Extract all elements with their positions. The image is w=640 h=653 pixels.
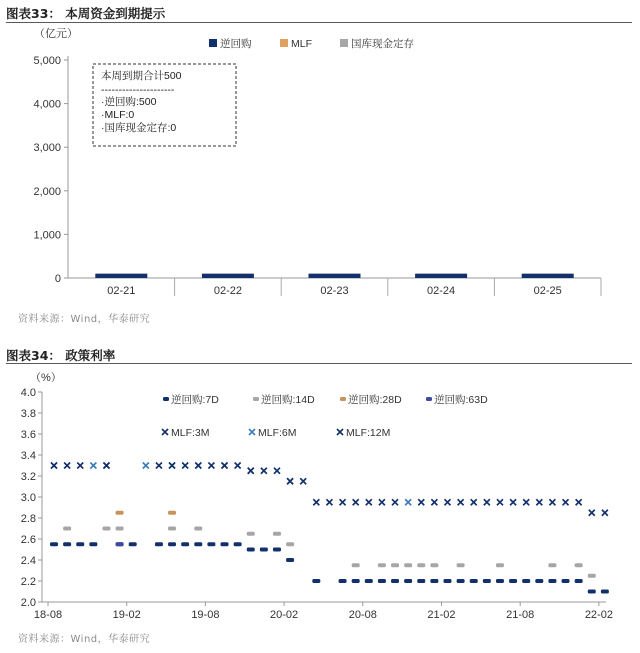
point-MLF:12M [182, 463, 188, 469]
point-逆回购:14D [496, 563, 504, 567]
point-MLF:12M [51, 463, 57, 469]
point-逆回购:28D [116, 511, 124, 515]
point-MLF:12M [392, 499, 398, 505]
point-MLF:12M [523, 499, 529, 505]
point-逆回购:7D [247, 548, 255, 552]
point-MLF:12M [77, 463, 83, 469]
x-tick-label: 02-23 [320, 285, 349, 297]
point-逆回购:14D [273, 532, 281, 536]
point-MLF:12M [484, 499, 490, 505]
point-MLF:6M [143, 463, 149, 469]
y-tick-label: 3.8 [20, 408, 36, 420]
point-MLF:12M [340, 499, 346, 505]
point-MLF:12M [208, 463, 214, 469]
point-逆回购:7D [339, 579, 347, 583]
point-逆回购:14D [352, 563, 360, 567]
point-逆回购:7D [378, 579, 386, 583]
point-逆回购:7D [404, 579, 412, 583]
point-逆回购:7D [63, 542, 71, 546]
legend-label: MLF:3M [171, 427, 210, 439]
point-逆回购:14D [247, 532, 255, 536]
point-逆回购:7D [207, 542, 215, 546]
point-逆回购:7D [575, 579, 583, 583]
y-tick-label: 2.6 [20, 534, 36, 546]
point-逆回购:7D [417, 579, 425, 583]
x-tick-label: 02-24 [427, 285, 456, 297]
x-tick-label: 02-21 [107, 285, 136, 297]
legend-label: 逆回购:28D [348, 394, 402, 406]
y-axis-unit-label: （亿元） [34, 28, 78, 40]
x-tick-label: 20-02 [270, 609, 299, 621]
point-逆回购:7D [588, 590, 596, 594]
point-MLF:12M [287, 478, 293, 484]
legend-label: 国库现金定存 [351, 38, 414, 50]
point-MLF:12M [576, 499, 582, 505]
point-MLF:12M [353, 499, 359, 505]
point-逆回购:14D [457, 563, 465, 567]
point-MLF:12M [431, 499, 437, 505]
y-tick-label: 0 [54, 273, 61, 285]
maturity-note-line: ·国库现金定存:0 [101, 122, 177, 134]
y-tick-label: 2.2 [20, 576, 36, 588]
y-tick-label: 3.4 [20, 450, 36, 462]
point-逆回购:7D [181, 542, 189, 546]
x-tick-label: 02-22 [213, 285, 242, 297]
point-逆回购:7D [273, 548, 281, 552]
bar-逆回购 [202, 274, 254, 278]
point-MLF:12M [444, 499, 450, 505]
point-MLF:12M [366, 499, 372, 505]
policy-rate-chart [0, 365, 640, 623]
point-逆回购:7D [443, 579, 451, 583]
point-逆回购:7D [470, 579, 478, 583]
legend-label: 逆回购:14D [261, 394, 315, 406]
point-逆回购:7D [260, 548, 268, 552]
x-tick-label: 20-08 [348, 609, 377, 621]
point-逆回购:28D [168, 511, 176, 515]
legend-label: MLF:6M [258, 427, 297, 439]
point-逆回购:7D [535, 579, 543, 583]
point-逆回购:14D [63, 527, 71, 531]
point-MLF:12M [458, 499, 464, 505]
point-MLF:12M [589, 510, 595, 516]
point-逆回购:7D [601, 590, 609, 594]
point-MLF:12M [300, 478, 306, 484]
point-逆回购:7D [312, 579, 320, 583]
point-逆回购:7D [168, 542, 176, 546]
point-逆回购:7D [562, 579, 570, 583]
x-tick-label: 21-08 [506, 609, 535, 621]
legend-marker [253, 397, 259, 401]
point-MLF:12M [497, 499, 503, 505]
maturity-note-line: ·MLF:0 [101, 109, 135, 121]
legend-marker [426, 397, 432, 401]
x-tick-label: 19-02 [112, 609, 141, 621]
legend-label: MLF:12M [346, 427, 391, 439]
y-tick-label: 3.6 [20, 429, 36, 441]
point-逆回购:7D [129, 542, 137, 546]
point-逆回购:7D [548, 579, 556, 583]
point-逆回购:7D [194, 542, 202, 546]
point-逆回购:14D [417, 563, 425, 567]
point-逆回购:14D [404, 563, 412, 567]
point-MLF:12M [313, 499, 319, 505]
y-tick-label: 4,000 [33, 98, 61, 111]
point-MLF:12M [379, 499, 385, 505]
point-逆回购:7D [365, 579, 373, 583]
x-tick-label: 19-08 [191, 609, 220, 621]
point-MLF:6M [405, 499, 411, 505]
point-逆回购:7D [76, 542, 84, 546]
point-逆回购:7D [496, 579, 504, 583]
point-逆回购:14D [286, 542, 294, 546]
point-逆回购:14D [102, 527, 110, 531]
legend-label: MLF [291, 38, 312, 50]
y-tick-label: 3.2 [20, 471, 36, 483]
figure34-title: 图表34： 政策利率 [6, 348, 116, 363]
point-逆回购:14D [168, 527, 176, 531]
point-逆回购:14D [391, 563, 399, 567]
point-MLF:12M [549, 499, 555, 505]
legend-marker [337, 429, 343, 435]
figure33-title: 图表33： 本周资金到期提示 [6, 6, 166, 21]
point-MLF:12M [563, 499, 569, 505]
point-逆回购:7D [391, 579, 399, 583]
y-tick-label: 4.0 [20, 387, 36, 399]
x-tick-label: 22-02 [584, 609, 613, 621]
point-逆回购:14D [588, 574, 596, 578]
point-MLF:12M [602, 510, 608, 516]
y-tick-label: 2.4 [20, 555, 36, 567]
point-MLF:12M [156, 463, 162, 469]
point-逆回购:14D [116, 527, 124, 531]
point-逆回购:7D [457, 579, 465, 583]
legend-marker [340, 397, 346, 401]
point-MLF:12M [418, 499, 424, 505]
maturity-note-line: --------------------- [101, 84, 175, 96]
point-逆回购:14D [548, 563, 556, 567]
legend-label: 逆回购 [220, 38, 252, 50]
point-MLF:12M [103, 463, 109, 469]
point-逆回购:7D [50, 542, 58, 546]
point-逆回购:7D [352, 579, 360, 583]
x-tick-label: 21-02 [427, 609, 456, 621]
point-逆回购:7D [430, 579, 438, 583]
reserve-maturity-chart [0, 24, 640, 309]
y-tick-label: 2.0 [20, 597, 36, 609]
point-逆回购:7D [286, 558, 294, 562]
point-MLF:12M [222, 463, 228, 469]
x-tick-label: 18-08 [33, 609, 63, 621]
legend-label: 逆回购:63D [434, 394, 488, 406]
legend-swatch [209, 39, 217, 47]
y-tick-label: 1,000 [33, 229, 61, 242]
point-逆回购:63D [116, 542, 124, 546]
legend-marker [249, 429, 255, 435]
point-逆回购:14D [575, 563, 583, 567]
y-tick-label: 3.0 [20, 492, 36, 504]
point-MLF:12M [471, 499, 477, 505]
legend-marker [162, 429, 168, 435]
point-MLF:12M [261, 468, 267, 474]
point-MLF:12M [248, 468, 254, 474]
y-tick-label: 5,000 [33, 55, 61, 67]
bar-逆回购 [415, 274, 467, 278]
point-MLF:12M [169, 463, 175, 469]
y-tick-label: 2,000 [33, 185, 61, 198]
point-MLF:12M [536, 499, 542, 505]
point-逆回购:14D [194, 527, 202, 531]
bar-逆回购 [309, 274, 361, 278]
point-逆回购:7D [155, 542, 163, 546]
point-MLF:12M [195, 463, 201, 469]
point-MLF:12M [326, 499, 332, 505]
point-逆回购:7D [234, 542, 242, 546]
point-MLF:12M [64, 463, 70, 469]
point-MLF:12M [510, 499, 516, 505]
point-MLF:6M [90, 463, 96, 469]
legend-swatch [280, 39, 288, 47]
legend-label: 逆回购:7D [171, 394, 219, 406]
point-逆回购:7D [483, 579, 491, 583]
figure34-source: 资料来源：Wind，华泰研究 [18, 634, 151, 645]
point-逆回购:7D [522, 579, 530, 583]
bar-逆回购 [522, 274, 574, 278]
figure33-source: 资料来源：Wind，华泰研究 [18, 314, 151, 325]
maturity-note-line: 本周到期合计500 [101, 70, 182, 82]
y-tick-label: 3,000 [33, 142, 61, 155]
point-逆回购:7D [221, 542, 229, 546]
point-MLF:12M [235, 463, 241, 469]
y-tick-label: 2.8 [20, 513, 36, 525]
bar-逆回购 [95, 274, 147, 278]
point-MLF:12M [274, 468, 280, 474]
point-逆回购:14D [378, 563, 386, 567]
maturity-note-line: ·逆回购:500 [101, 96, 157, 108]
legend-swatch [340, 39, 348, 47]
point-逆回购:14D [430, 563, 438, 567]
y-axis-unit-label: （%） [30, 372, 62, 384]
point-逆回购:7D [509, 579, 517, 583]
point-逆回购:7D [89, 542, 97, 546]
legend-marker [163, 397, 169, 401]
x-tick-label: 02-25 [533, 285, 562, 297]
